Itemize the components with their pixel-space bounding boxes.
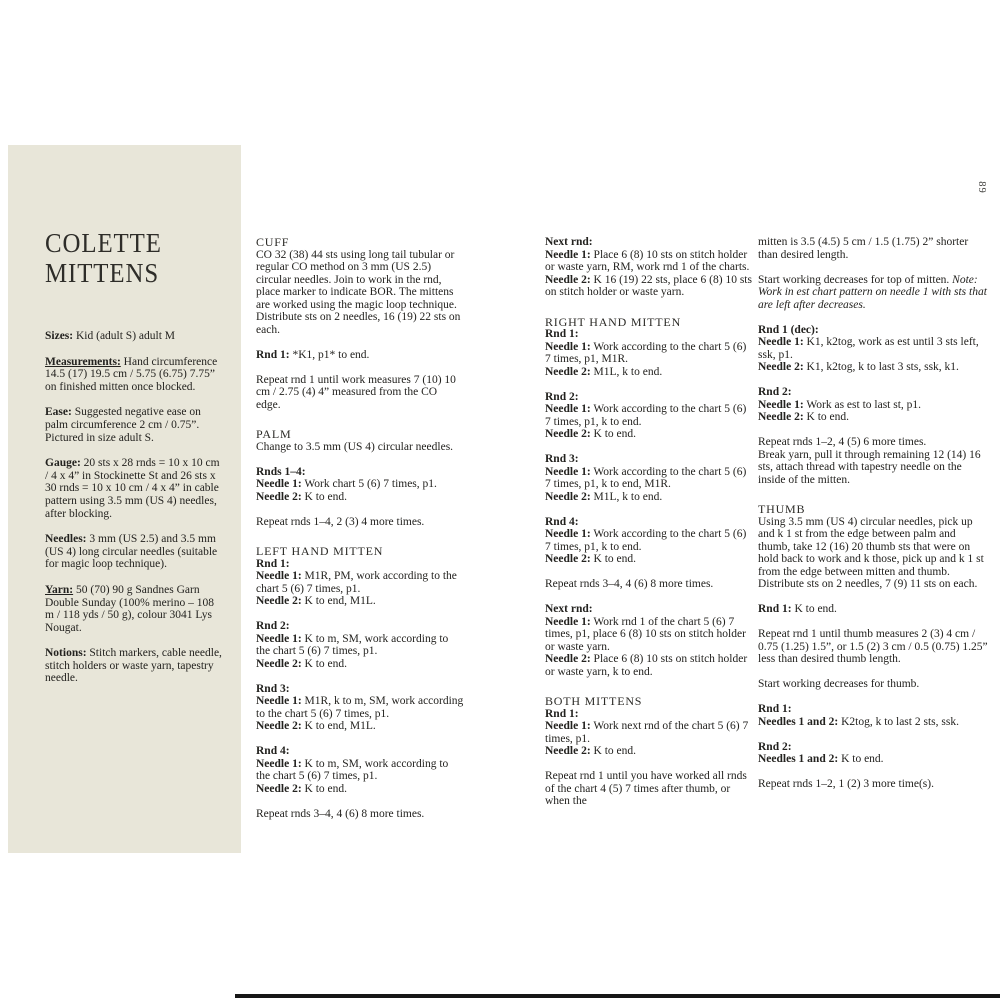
paragraph xyxy=(758,274,988,312)
info-label: Ease: xyxy=(45,406,72,419)
text-run: K to end. xyxy=(590,745,637,757)
text-run: K to m, SM, work according to the chart 5 (6) 7 times, p1. xyxy=(256,757,449,782)
text-run: Repeat rnds 1–4, 2 (3) 4 more times. xyxy=(256,515,425,528)
text-run: K to end. xyxy=(301,490,348,503)
paragraph xyxy=(758,778,988,791)
text-run: Needle 1: xyxy=(545,465,591,478)
paragraph xyxy=(758,603,988,616)
paragraph xyxy=(256,558,464,608)
text-run: Needle 2: xyxy=(256,490,302,503)
section-heading: PALM xyxy=(256,427,292,441)
info-label: Measurements: xyxy=(45,355,121,368)
text-run: Rnds 1–4: xyxy=(256,465,306,478)
text-run: Needle 2: xyxy=(545,653,591,665)
text-run: Needles 1 and 2: xyxy=(758,715,839,728)
text-run: Rnd 1: xyxy=(758,703,792,715)
text-run: Needle 1: xyxy=(545,340,591,353)
pattern-title-line-1: COLETTE xyxy=(45,228,162,258)
text-run: Rnd 2: xyxy=(256,620,290,632)
text-run: K to end. xyxy=(301,782,348,795)
text-run: K to end. xyxy=(838,753,884,765)
text-run: Needle 2: xyxy=(256,595,302,607)
text-run: Rnd 1: xyxy=(545,707,579,720)
paragraph xyxy=(256,249,464,337)
text-run: Needle 2: xyxy=(545,428,591,440)
text-run: Needle 2: xyxy=(545,365,591,378)
section-heading: RIGHT HAND MITTEN xyxy=(545,314,682,329)
paragraph xyxy=(545,236,753,299)
text-run: Rnd 2: xyxy=(758,386,792,398)
text-run: Start working decreases for thumb. xyxy=(758,678,920,690)
info-paragraph: Sizes: Kid (adult S) adult M xyxy=(45,330,176,342)
paragraph xyxy=(545,453,753,503)
paragraph xyxy=(758,628,988,666)
text-run: Needle 1: xyxy=(758,398,804,411)
text-run: CO 32 (38) 44 sts using long tail tubular or regular CO method on 3 mm (US 2.5) circular needles. Join to work in the rnd, place marker to indicate BOR. The mittens are worked using the magic loop technique. Distribute sts on 2 needles, 16 (19) 22 sts on each. xyxy=(256,248,461,336)
info-paragraph: Notions: Stitch markers, cable needle, stitch holders or waste yarn, tapestry needle. xyxy=(45,647,222,685)
text-run: M1L, k to end. xyxy=(590,490,663,503)
text-run: Work according to the chart 5 (6) 7 times, p1, k to end, M1R. xyxy=(545,465,747,490)
text-run: Repeat rnds 1–2, 1 (2) 3 more time(s). xyxy=(758,778,934,790)
text-run: Repeat rnd 1 until work measures 7 (10) 10 cm / 2.75 (4) 4” measured from the CO edge. xyxy=(256,373,456,411)
paragraph xyxy=(758,324,988,374)
text-run: Needle 2: xyxy=(545,273,591,286)
instructions-column-2 xyxy=(545,236,753,820)
text-run: K to end. xyxy=(590,428,637,440)
paragraph xyxy=(545,603,753,678)
info-paragraph: Yarn: 50 (70) 90 g Sandnes Garn Double Sunday (100% merino – 108 m / 118 yds / 50 g), colour 3041 Lys Nougat. xyxy=(45,583,214,634)
text-run: Start working decreases for top of mitten. xyxy=(758,273,953,286)
text-run: Break yarn, pull it through remaining 12 (14) 16 sts, attach thread with tapestry needle on the inside of the mitten. xyxy=(758,448,981,486)
pattern-title xyxy=(45,228,211,288)
section-heading: CUFF xyxy=(256,235,290,249)
text-run: Rnd 1: xyxy=(545,328,579,340)
text-run: Rnd 2: xyxy=(545,390,579,403)
text-run: Rnd 4: xyxy=(545,515,579,528)
text-run: Rnd 4: xyxy=(256,745,290,757)
text-run: Repeat rnds 3–4, 4 (6) 8 more times. xyxy=(545,578,714,590)
text-run: M1R, k to m, SM, work according to the chart 5 (6) 7 times, p1. xyxy=(256,695,464,720)
text-run: mitten is 3.5 (4.5) 5 cm / 1.5 (1.75) 2” shorter than desired length. xyxy=(758,236,969,261)
text-run: Needle 2: xyxy=(256,782,302,795)
text-run: Needle 2: xyxy=(545,553,591,565)
section-heading: BOTH MITTENS xyxy=(545,694,643,708)
page-number-right: 89 xyxy=(975,181,987,194)
paragraph xyxy=(256,466,464,504)
text-run: Repeat rnd 1 until you have worked all rnds of the chart 4 (5) 7 times after thumb, or when the xyxy=(545,770,747,807)
text-run: Needle 1: xyxy=(256,570,302,582)
text-run: Rnd 1: xyxy=(758,603,792,615)
paragraph xyxy=(758,741,988,766)
text-run: Needle 2: xyxy=(545,490,591,503)
paragraph xyxy=(758,436,988,486)
text-run: Work according to the chart 5 (6) 7 times, p1, k to end. xyxy=(545,528,747,553)
text-run: Rnd 1 (dec): xyxy=(758,323,819,336)
paragraph xyxy=(545,578,753,591)
info-label: Gauge: xyxy=(45,457,81,470)
page-bottom-edge-shadow xyxy=(235,994,1000,998)
text-run: K to end. xyxy=(803,411,850,423)
paragraph xyxy=(256,374,464,412)
paragraph xyxy=(758,703,988,728)
info-paragraph: Needles: 3 mm (US 2.5) and 3.5 mm (US 4) long circular needles (suitable for magic loop technique). xyxy=(45,533,218,571)
text-run: K to end. xyxy=(791,603,837,615)
info-label: Needles: xyxy=(45,533,87,546)
text-run: K to end. xyxy=(590,553,637,565)
paragraph xyxy=(256,441,464,454)
text-run: M1L, k to end. xyxy=(590,365,663,378)
text-run: Next rnd: xyxy=(545,236,593,248)
text-run: K1, k2tog, work as est until 3 sts left, ssk, p1. xyxy=(758,336,979,361)
paragraph xyxy=(256,683,464,733)
paragraph xyxy=(758,236,988,261)
text-run: Needle 1: xyxy=(545,720,591,732)
paragraph xyxy=(256,516,464,529)
text-run: Needles 1 and 2: xyxy=(758,753,839,765)
text-run: Work as est to last st, p1. xyxy=(803,398,922,411)
info-label: Notions: xyxy=(45,647,87,660)
text-run: Needle 2: xyxy=(758,411,804,423)
text-run: Rnd 3: xyxy=(256,682,290,695)
paragraph xyxy=(545,708,753,758)
paragraph xyxy=(545,328,753,378)
text-run: Repeat rnd 1 until thumb measures 2 (3) 4 cm / 0.75 (1.25) 1.5”, or 1.5 (2) 3 cm / 0.5 (0.75) 1.25” less than desired thumb length. xyxy=(758,628,988,665)
text-run: Needle 2: xyxy=(545,745,591,757)
text-run: Work chart 5 (6) 7 times, p1. xyxy=(301,478,437,490)
info-paragraph: Ease: Suggested negative ease on palm circumference 2 cm / 0.75”. Pictured in size adult S. xyxy=(45,406,201,444)
text-run: M1R, PM, work according to the chart 5 (6) 7 times, p1. xyxy=(256,570,457,595)
section-heading: LEFT HAND MITTEN xyxy=(256,544,384,558)
text-run: Needle 1: xyxy=(758,336,804,348)
text-run: Work according to the chart 5 (6) 7 times, p1, M1R. xyxy=(545,340,747,365)
instructions-column-1 xyxy=(256,236,464,833)
text-run: K1, k2tog, k to last 3 sts, ssk, k1. xyxy=(803,361,959,373)
text-run: Work according to the chart 5 (6) 7 times, p1, k to end. xyxy=(545,403,747,428)
text-run: Needle 1: xyxy=(256,632,302,645)
paragraph xyxy=(256,620,464,670)
paragraph xyxy=(256,808,464,821)
text-run: Needle 1: xyxy=(256,757,302,770)
text-run: Place 6 (8) 10 sts on stitch holder or waste yarn, k to end. xyxy=(545,653,748,678)
pattern-info-panel xyxy=(8,145,241,853)
text-run: Needle 1: xyxy=(545,615,591,628)
text-run: Next rnd: xyxy=(545,603,593,615)
text-run: Needle 1: xyxy=(545,528,591,540)
pattern-title-line-2: MITTENS xyxy=(45,258,160,288)
text-run: Rnd 3: xyxy=(545,453,579,465)
text-run: Work next rnd of the chart 5 (6) 7 times, p1. xyxy=(545,720,749,745)
paragraph xyxy=(758,386,988,424)
text-run: Using 3.5 mm (US 4) circular needles, pick up and k 1 st from the edge between palm and thumb, take 12 (16) 20 thumb sts that were on hold back to work and k those, pick up and k 1 st from the edge between mitten and thumb. Distribute sts on 2 needles, 7 (9) 11 sts on each. xyxy=(758,515,984,590)
section-heading: THUMB xyxy=(758,502,806,516)
text-run: Rnd 2: xyxy=(758,740,792,753)
text-run: Rnd 1: xyxy=(256,557,290,570)
text-run: Needle 2: xyxy=(256,720,302,732)
text-run: K to m, SM, work according to the chart 5 (6) 7 times, p1. xyxy=(256,632,449,657)
text-run: Rnd 1: xyxy=(256,348,290,361)
info-paragraph: Gauge: 20 sts x 28 rnds = 10 x 10 cm / 4 x 4” in Stockinette St and 26 sts x 30 rnds = 10 x 10 cm / 4 x 4” in cable pattern using 3.5 mm (US 4) needles, after blocking. xyxy=(45,457,220,520)
text-run: K to end, M1L. xyxy=(301,595,376,607)
text-run: Repeat rnds 1–2, 4 (5) 6 more times. xyxy=(758,436,927,448)
info-paragraph: Measurements: Hand circumference 14.5 (17) 19.5 cm / 5.75 (6.75) 7.75” on finished mitten once blocked. xyxy=(45,355,218,393)
text-run: *K1, p1* to end. xyxy=(289,348,370,361)
text-run: Note: Work in est chart pattern on needle 1 with sts that are left after decreases. xyxy=(758,273,987,311)
text-run: Work rnd 1 of the chart 5 (6) 7 times, p1, place 6 (8) 10 sts on stitch holder or waste yarn. xyxy=(545,615,746,653)
paragraph xyxy=(545,770,753,808)
text-run: Needle 2: xyxy=(758,361,804,373)
instructions-column-3 xyxy=(758,236,988,803)
info-label: Sizes: xyxy=(45,330,74,342)
paragraph xyxy=(256,349,464,362)
paragraph xyxy=(545,516,753,566)
paragraph xyxy=(758,516,988,591)
info-label: Yarn: xyxy=(45,583,74,596)
text-run: K to end, M1L. xyxy=(301,720,376,732)
paragraph xyxy=(256,745,464,795)
text-run: K to end. xyxy=(301,657,348,670)
text-run: Repeat rnds 3–4, 4 (6) 8 more times. xyxy=(256,807,425,820)
text-run: K 16 (19) 22 sts, place 6 (8) 10 sts on stitch holder or waste yarn. xyxy=(545,273,752,298)
paragraph xyxy=(545,391,753,441)
paragraph xyxy=(758,678,988,691)
text-run: K2tog, k to last 2 sts, ssk. xyxy=(838,715,959,728)
pattern-info-list xyxy=(45,330,225,685)
text-run: Needle 2: xyxy=(256,657,302,670)
text-run: Needle 1: xyxy=(256,478,302,490)
text-run: Place 6 (8) 10 sts on stitch holder or waste yarn, RM, work rnd 1 of the charts. xyxy=(545,248,750,273)
text-run: Change to 3.5 mm (US 4) circular needles. xyxy=(256,440,454,453)
text-run: Needle 1: xyxy=(545,248,591,261)
text-run: Needle 1: xyxy=(256,695,302,707)
text-run: Needle 1: xyxy=(545,403,591,415)
